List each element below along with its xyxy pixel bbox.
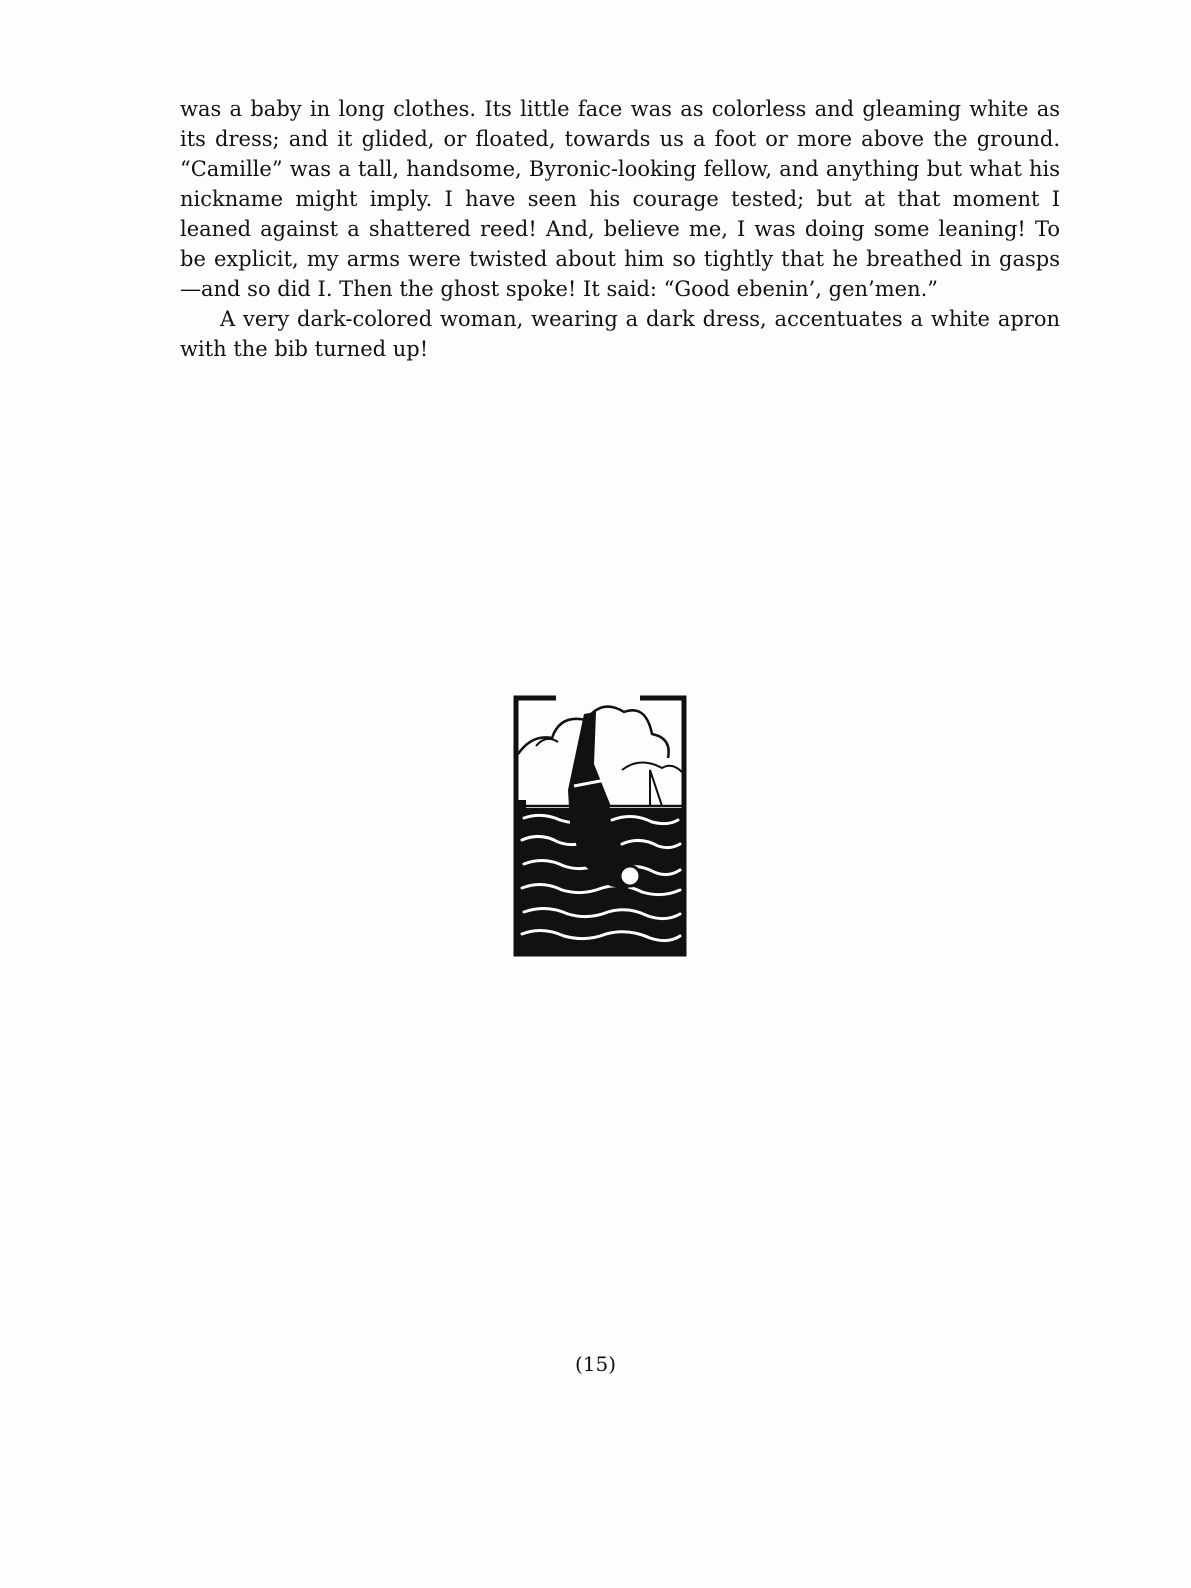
paragraph-2: A very dark-colored woman, wearing a dark dress, accentuates a white apron with the bib turned up! (180, 307, 1060, 361)
body-text (180, 94, 1060, 364)
paragraph-1: was a baby in long clothes. Its little face was as colorless and gleaming white as its dress; and it glided, or floated, towards us a foot or more above the ground. “Camille” was a tall, handsome, Byronic-looking fellow, and anything but what his nickname might imply. I have seen his courage tested; but at that moment I leaned against a shattered reed! And, believe me, I was doing some leaning! To be explicit, my arms were twisted about him so tightly that he breathed in gasps—and so did I. Then the ghost spoke! It said: “Good ebenin’, gen’men.” (180, 97, 1060, 301)
diving-man-vignette-icon (512, 694, 688, 958)
page-number: (15) (574, 1352, 617, 1376)
